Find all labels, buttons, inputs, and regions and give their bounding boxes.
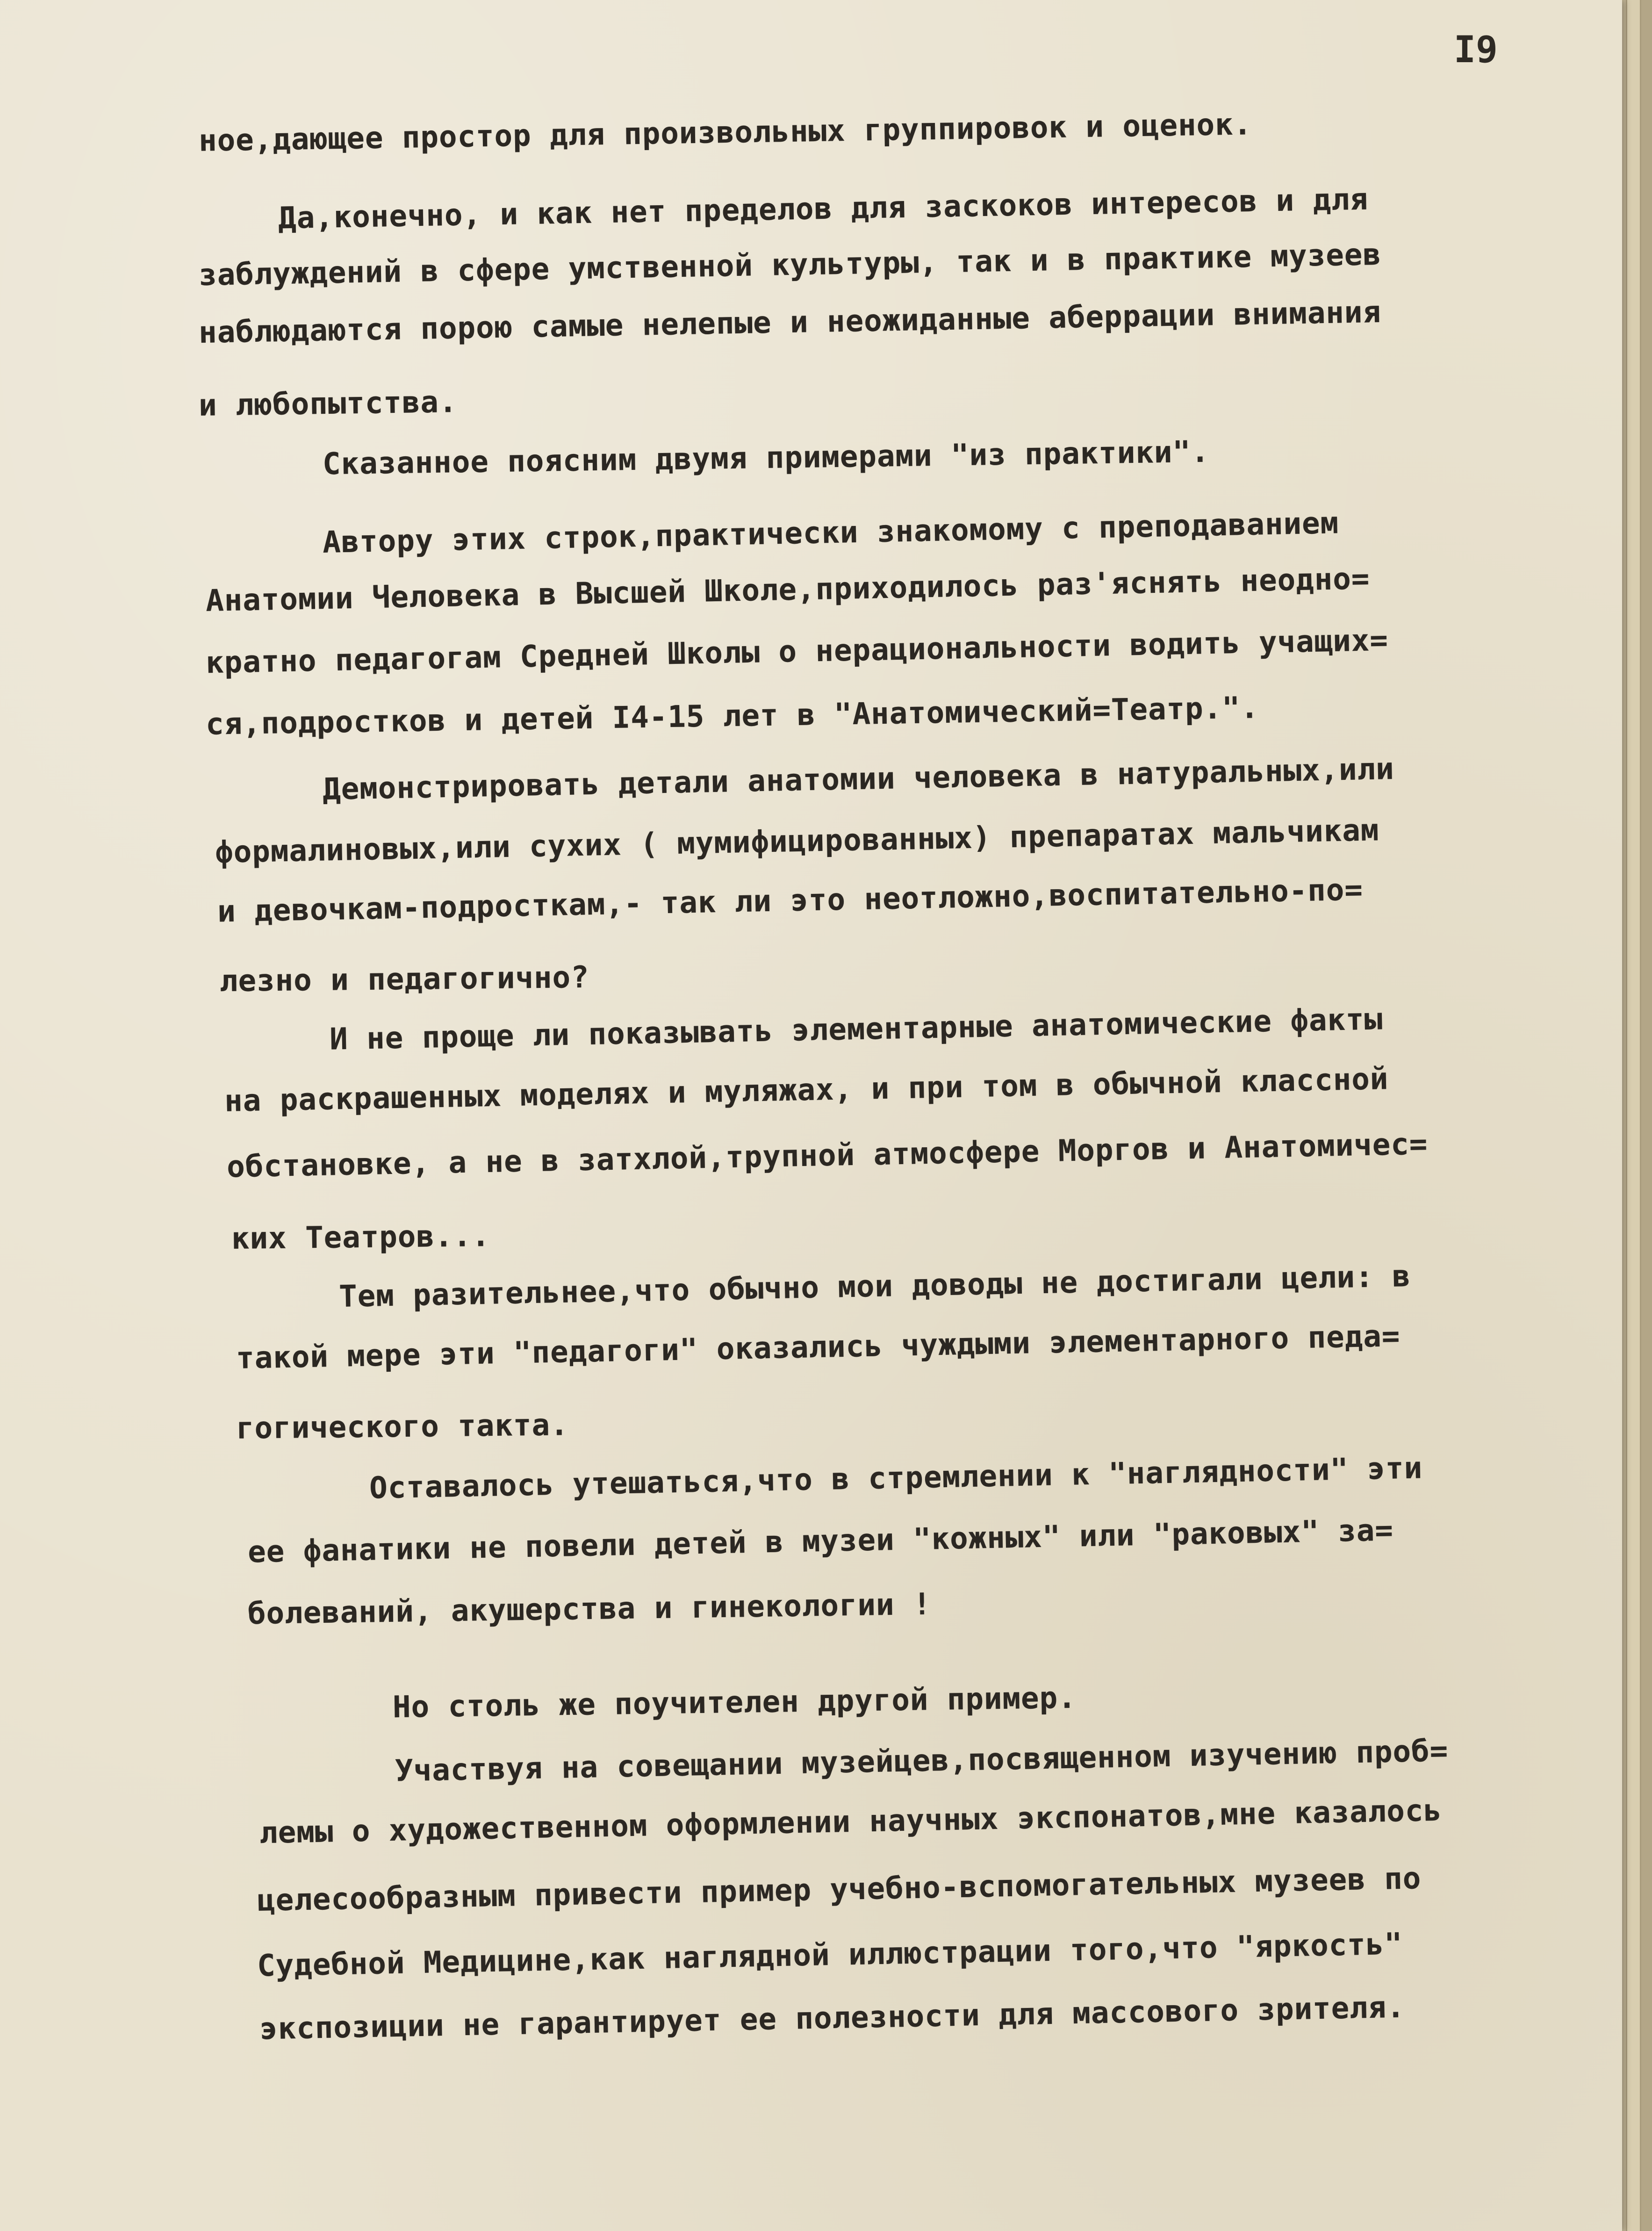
text-line: Да,конечно, и как нет пределов для заскоков интересов и для bbox=[278, 182, 1369, 236]
text-line: наблюдаются порою самые нелепые и неожиданные аберрации внимания bbox=[198, 295, 1382, 351]
text-line: обстановке, а не в затхлой,трупной атмосфере Моргов и Анатомичес= bbox=[226, 1127, 1429, 1185]
text-line: Участвуя на совещании музейцев,посвященном изучению проб= bbox=[395, 1734, 1449, 1789]
text-line: Судебной Медицине,как наглядной иллюстрации того,что "яркость" bbox=[257, 1927, 1403, 1984]
text-line: и девочкам-подросткам,- так ли это неотложно,воспитательно-по= bbox=[217, 872, 1364, 929]
text-line: ее фанатики не повели детей в музеи "кожных" или "раковых" за= bbox=[247, 1513, 1394, 1570]
text-line: ся,подростков и детей I4-15 лет в "Анатомический=Театр.". bbox=[205, 691, 1259, 742]
text-line: и любопытства. bbox=[198, 385, 458, 423]
text-line: Тем разительнее,что обычно мои доводы не достигали цели: в bbox=[338, 1259, 1411, 1315]
text-line: кратно педагогам Средней Школы о нерациональности водить учащих= bbox=[205, 623, 1389, 681]
text-line: И не проще ли показывать элементарные анатомические факты bbox=[329, 1002, 1383, 1057]
text-line: гогического такта. bbox=[236, 1408, 569, 1446]
text-line: ких Театров... bbox=[231, 1219, 490, 1256]
text-line: формалиновых,или сухих ( мумифицированных) препаратах мальчикам bbox=[215, 813, 1379, 870]
text-line: Но столь же поучителен другой пример. bbox=[392, 1680, 1077, 1725]
text-line: Автору этих строк,практически знакомому с преподаванием bbox=[322, 506, 1339, 560]
text-line: лезно и педагогично? bbox=[219, 960, 589, 999]
text-line: Демонстрировать детали анатомии человека в натуральных,или bbox=[322, 751, 1395, 807]
text-line: болеваний, акушерства и гинекологии ! bbox=[247, 1587, 932, 1632]
text-line: ное,дающее простор для произвольных группировок и оценок. bbox=[198, 107, 1252, 158]
text-line: Анатомии Человека в Высшей Школе,приходилось раз'яснять неодно= bbox=[205, 561, 1370, 619]
text-line: целесообразным привести пример учебно-вспомогательных музеев по bbox=[257, 1861, 1422, 1918]
text-line: Сказанное поясним двумя примерами "из практики". bbox=[322, 434, 1210, 482]
text-line: лемы о художественном оформлении научных экспонатов,мне казалось bbox=[259, 1793, 1443, 1851]
text-line: на раскрашенных моделях и муляжах, и при том в обычной классной bbox=[224, 1062, 1389, 1119]
page-number: I9 bbox=[1454, 29, 1498, 71]
text-line: заблуждений в сфере умственной культуры, так и в практике музеев bbox=[198, 237, 1382, 293]
page-stack-edge bbox=[1640, 0, 1652, 2231]
text-line: Оставалось утешаться,что в стремлении к "наглядности" эти bbox=[369, 1451, 1423, 1506]
text-line: такой мере эти "педагоги" оказались чуждыми элементарного педа= bbox=[236, 1319, 1401, 1376]
text-line: экспозиции не гарантирует ее полезности для массового зрителя. bbox=[259, 1990, 1406, 2047]
